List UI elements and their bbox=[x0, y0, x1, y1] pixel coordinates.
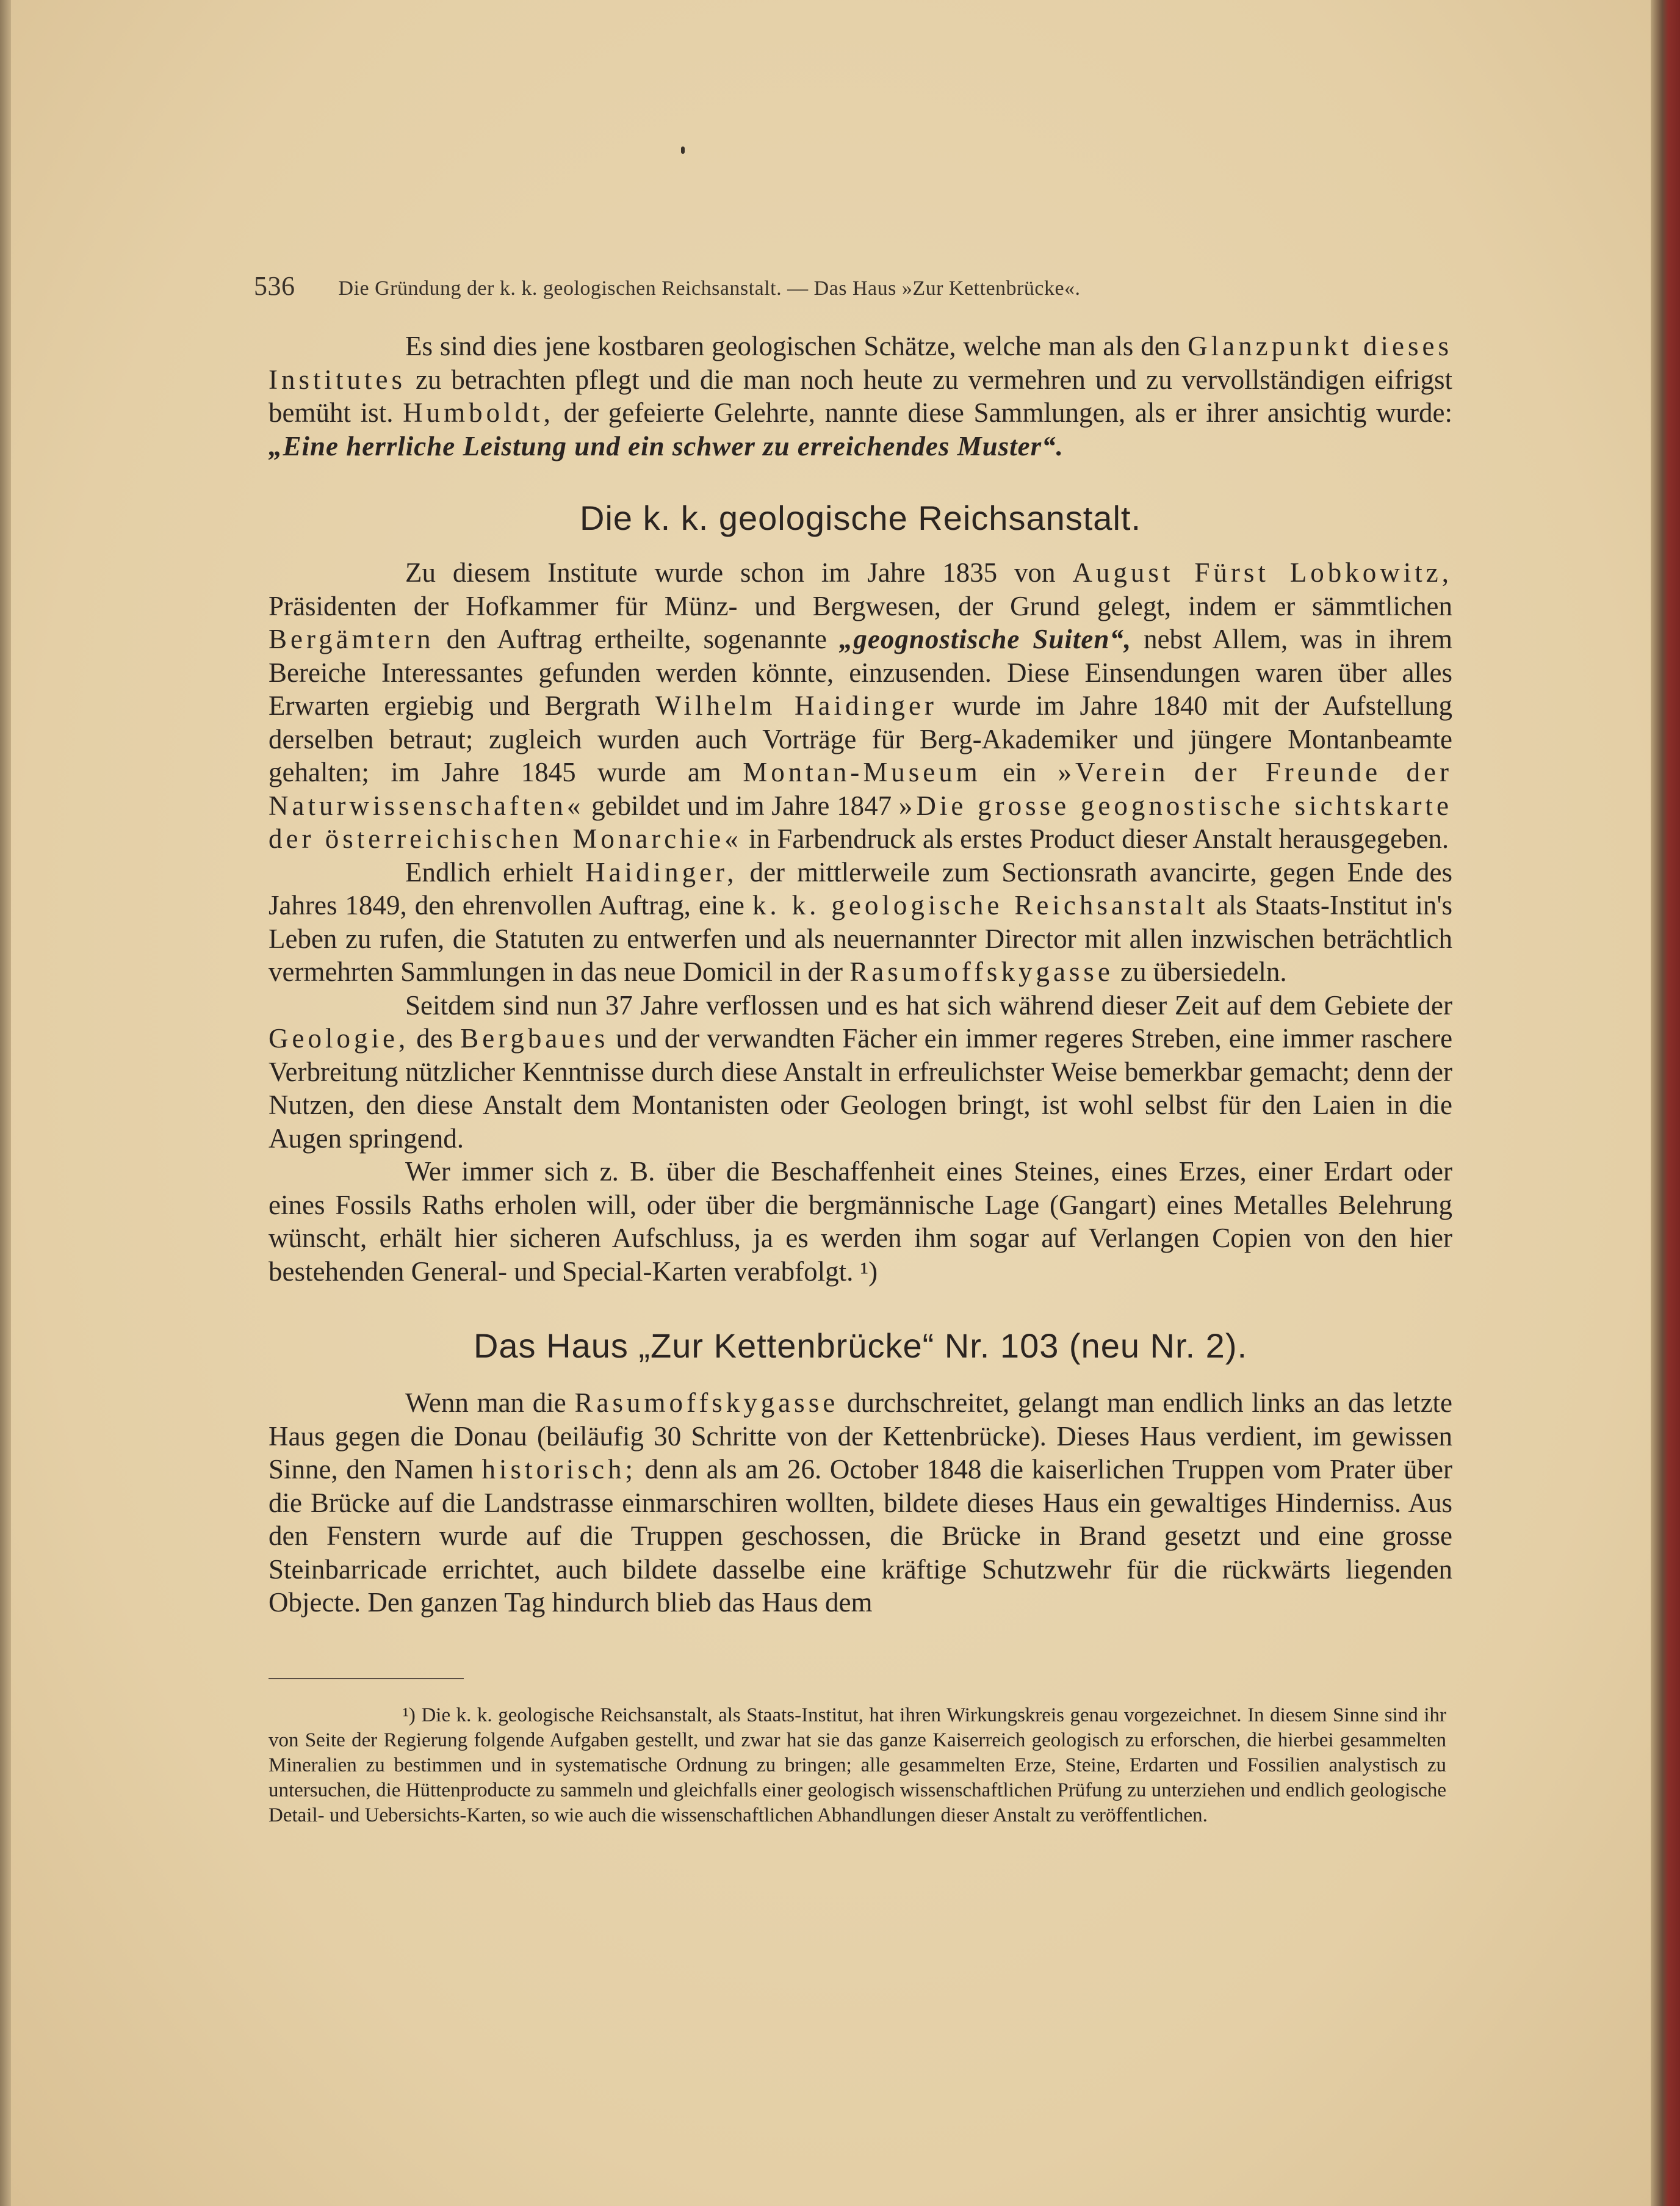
quote-humboldt: „Eine herrliche Leistung und ein schwer zu erreichendes Muster“. bbox=[269, 430, 1064, 461]
book-spine-edge bbox=[1651, 0, 1680, 2206]
section-title-reichsanstalt: Die k. k. geologische Reichsanstalt. bbox=[580, 499, 1141, 537]
paragraph-1: Es sind dies jene kostbaren geologischen Schätze, welche man als den Glanzpunkt dieses Institutes zu betrachten pflegt und die man noch heute zu vermehren und zu vervollständigen eifrigst bemüht ist. Humboldt, der gefeierte Gelehrte, nannte diese Sammlungen, als er ihrer ansichtig wurde: „Eine herrliche Leistung und ein schwer zu erreichendes Muster“. bbox=[269, 331, 1453, 461]
paragraph-3: Endlich erhielt Haidinger, der mittlerweile zum Sectionsrath avancirte, gegen Ende des Jahres 1849, den ehrenvollen Auftrag, eine k. k. geologische Reichsanstalt als Staats-Institut in's Leben zu rufen, die Statuten zu entwerfen und als neuernannter Director mit allen inzwischen beträchtlich vermehrten Sammlungen in das neue Domicil in der Rasumoffskygasse zu übersiedeln. bbox=[269, 856, 1453, 987]
running-title: Die Gründung der k. k. geologischen Reichsanstalt. — Das Haus »Zur Kettenbrücke«. bbox=[338, 277, 1081, 300]
paragraph-2: Zu diesem Institute wurde schon im Jahre 1835 von August Fürst Lobkowitz, Präsidenten der Hofkammer für Münz- und Bergwesen, der Grund gelegt, indem er sämmtlichen Bergämtern den Auftrag ertheilte, sogenannte „geognostische Suiten“, nebst Allem, was in ihrem Bereiche Interessantes gefunden werden könnte, einzusenden. Diese Einsendungen waren über alles Erwarten ergiebig und Bergrath Wilhelm Haidinger wurde im Jahre 1840 mit der Aufstellung derselben betraut; zugleich wurden auch Vorträge für Berg-Akademiker und jüngere Montanbeamte gehalten; im Jahre 1845 wurde am Montan-Museum ein »Verein der Freunde der Naturwissenschaften« gebildet und im Jahre 1847 »Die grosse geognostische sichtskarte der österreichischen Monarchie« in Farbendruck als erstes Product dieser Anstalt herausgegeben. bbox=[269, 557, 1453, 854]
paragraph-5: Wer immer sich z. B. über die Beschaffenheit eines Steines, eines Erzes, einer Erdart oder eines Fossils Raths erholen will, oder über die bergmännische Lage (Gangart) eines Metalles Belehrung wünscht, erhält hier sicheren Aufschluss, ja es werden ihm sogar auf Verlangen Copien von den hier bestehenden General- und Special-Karten verabfolgt. ¹) bbox=[269, 1156, 1452, 1287]
footnote-text: Die k. k. geologische Reichsanstalt, als Staats-Institut, hat ihren Wirkungskreis genau vorgezeichnet. In diesem Sinne sind ihr von Seite der Regierung folgende Aufgaben gestellt, und zwar hat sie das ganze Kaiserreich geologisch zu erforschen, die hierbei gesammelten Mineralien zu bestimmen und in systematische Ordnung zu bringen; alle gesammelten Erze, Steine, Erdarten und Fossilien analystisch zu untersuchen, die Hüttenproducte zu sammeln und gleichfalls einer geologisch wissenschaftlichen Prüfung zu unterziehen und endlich geologische Detail- und Uebersichts-Karten, so wie auch die wissenschaftlichen Abhandlungen dieser Anstalt zu veröffentlichen. bbox=[269, 1704, 1447, 1826]
footnote-mark: ¹) bbox=[403, 1704, 416, 1726]
paragraph-6: Wenn man die Rasumoffskygasse durchschreitet, gelangt man endlich links an das letzte Haus gegen die Donau (beiläufig 30 Schritte von der Kettenbrücke). Dieses Haus verdient, im gewissen Sinne, den Namen historisch; denn als am 26. October 1848 die kaiserlichen Truppen vom Prater über die Brücke auf die Landstrasse einmarschiren wollten, bildete dieses Haus ein gewaltiges Hinderniss. Aus den Fenstern wurde auf die Truppen geschossen, die Brücke in Brand gesetzt und eine grosse Steinbarricade errichtet, auch bildete dasselbe eine kräftige Schutzwehr für die rückwärts liegenden Objecte. Den ganzen Tag hindurch blieb das Haus dem bbox=[269, 1387, 1453, 1618]
page-number: 536 bbox=[254, 271, 295, 301]
main-text bbox=[269, 330, 1452, 1619]
paragraph-4: Seitdem sind nun 37 Jahre verflossen und es hat sich während dieser Zeit auf dem Gebiete der Geologie, des Bergbaues und der verwandten Fächer ein immer regeres Streben, eine immer raschere Verbreitung nützlicher Kenntnisse durch diese Anstalt in erfreulichster Weise bemerkbar gemacht; denn der Nutzen, den diese Anstalt dem Montanisten oder Geologen bringt, ist wohl selbst für den Laien in die Augen springend. bbox=[269, 989, 1453, 1154]
page-edge-left bbox=[0, 0, 11, 2206]
footnote bbox=[269, 1703, 1446, 1828]
footnote-reference: ¹) bbox=[860, 1256, 878, 1287]
running-header bbox=[254, 270, 1291, 302]
ink-speck bbox=[681, 146, 685, 154]
section-title-kettenbruecke: Das Haus „Zur Kettenbrücke“ Nr. 103 (neu Nr. 2). bbox=[473, 1326, 1248, 1365]
footnote-divider bbox=[269, 1678, 464, 1679]
